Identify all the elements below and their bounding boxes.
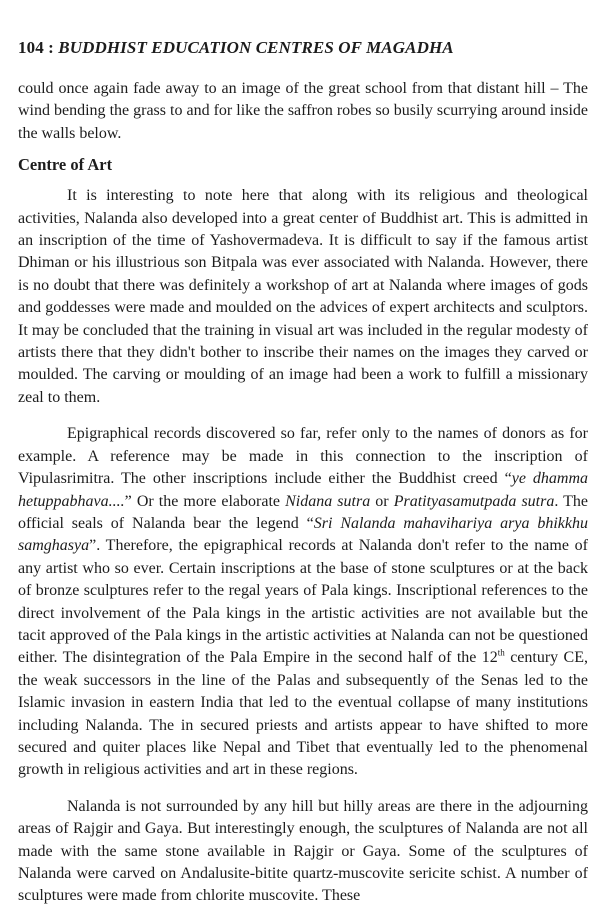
page-number: 104 : — [18, 38, 54, 57]
italic-term: Pratityasamutpada sutra — [393, 492, 555, 510]
text-run: ”. Therefore, the epigraphical records at Nalanda don't refer to the name of any artist who so ever. Certain inscriptions at the base of stone sculptures or at the back of bronze sculptures refer to the regal years of Pala kings. Inscriptional references to the direct involvement of the Pala kings in the artistic activities are not available but the tacit approved of the Pala kings in the artistic activities at Nalanda can not be questioned either. The disintegration of the Pala Empire in the second half of the 12 — [18, 537, 588, 667]
text-run: or — [370, 492, 394, 510]
text-run: . The official seals of Nalanda bear the legend “ — [18, 492, 589, 532]
running-title: BUDDHIST EDUCATION CENTRES OF MAGADHA — [58, 38, 454, 57]
paragraph-epigraphical-records — [18, 423, 588, 782]
running-header — [18, 38, 588, 58]
italic-term: Nidana sutra — [285, 492, 371, 510]
paragraph-art-center: It is interesting to note here that along with its religious and theological activities, Nalanda also developed into a great center of Buddhist art. This is admitted in an inscription of the time of Yashovermadeva. It is difficult to say if the famous artist Dhiman or his illustrious son Bitpala was ever associated with Nalanda. However, there is no doubt that there was definitely a workshop of art at Nalanda where images of gods and goddesses were made and moulded on the advices of expert architects and sculptors. It may be concluded that the training in visual art was included in the regular modesty of artists there that they didn't bother to inscribe their names on the images they carved or moulded. The carving or moulding of an image had been a work to fulfill a missionary zeal to them. — [18, 187, 588, 406]
page-body — [18, 78, 588, 908]
text-run: century CE, the weak successors in the line of the Palas and subsequently of the Senas led to the Islamic invasion in eastern India that led to the eventual collapse of many institutions including Nalanda. The in secured priests and artists appear to have shifted to more secured and quiter places like Nepal and Tibet that eventually led to the phenomenal growth in religious activities and art in these regions. — [18, 649, 589, 779]
intro-paragraph: could once again fade away to an image of the great school from that distant hill – The wind bending the grass to and for like the saffron robes so busily scurrying around inside the walls below. — [18, 80, 588, 142]
italic-term: ye dhamma hetuppabhava.... — [18, 470, 589, 510]
ordinal-superscript: th — [497, 648, 505, 659]
italic-term: Sri Nalanda mahavihariya arya bhikkhu samghasya — [18, 514, 589, 555]
paragraph-sculpture-stone: Nalanda is not surrounded by any hill but hilly areas are there in the adjourning areas of Rajgir and Gaya. But interestingly enough, the sculptures of Nalanda are not all made with the same stone available in Rajgir or Gaya. Some of the sculptures of Nalanda were carved on Andalusite-bitite quartz-muscovite sericite schist. A number of sculptures were made from chlorite muscovite. These — [18, 797, 588, 905]
text-run: ” Or the more elaborate — [124, 492, 286, 510]
text-run: Epigraphical records discovered so far, refer only to the names of donors as for example. A reference may be made in this connection to the inscription of Vipulasrimitra. The other inscriptions include either the Buddhist creed “ — [18, 425, 588, 488]
section-heading: Centre of Art — [18, 155, 113, 175]
